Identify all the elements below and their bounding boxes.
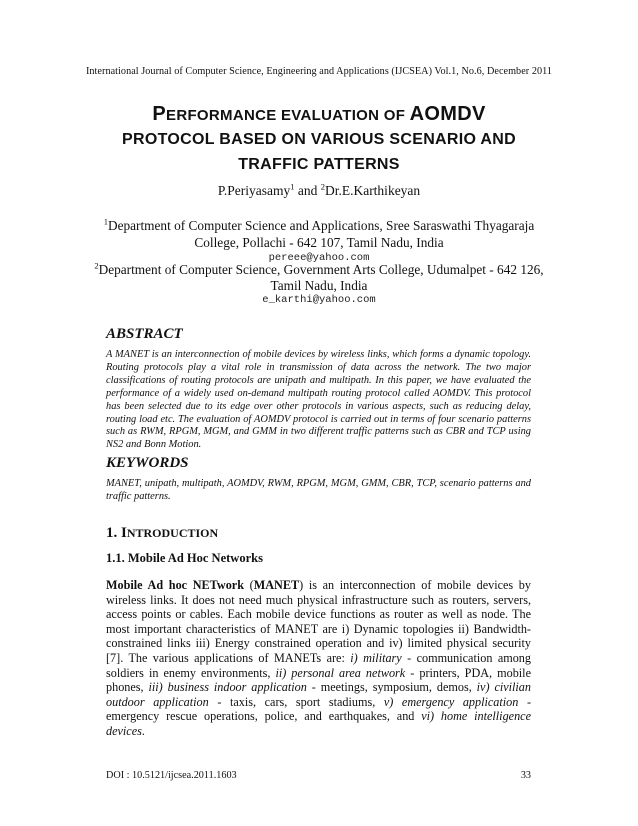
app-personal-area-network: ii) personal area network [275,665,406,680]
title-line-1-text: ERFORMANCE EVALUATION OF [166,107,410,124]
app-military: i) military [350,650,402,665]
app-civilian-outdoor: iv) civilian outdoor application [106,680,531,709]
affiliation-1-text: Department of Computer Science and Applications, Sree Saraswathi Thyagaraja [108,218,535,233]
body-text-4: - meetings, symposium, demos, [306,680,477,695]
affiliation-2-line-2: Tamil Nadu, India [270,278,368,293]
journal-header: International Journal of Computer Science, Engineering and Applications (IJCSEA) Vol.1, No.6, December 2011 [85,66,553,77]
affiliation-2-sup: 2 [94,260,99,271]
keywords-heading: KEYWORDS [106,455,189,471]
affiliation-2-text: Department of Computer Science, Government Arts College, Udumalpet - 642 126, [98,262,544,277]
body-text-0: ( [243,578,254,592]
body-text-6: - emergency rescue operations, police, and earthquakes, and [106,694,531,724]
doi-footer: DOI : 10.5121/ijcsea.2011.1603 [106,770,237,781]
body-text-5: - taxis, cars, sport stadiums, [208,694,384,709]
body-text-7: . [141,723,145,738]
introduction-paragraph [106,578,531,739]
affiliation-2-line-1 [0,262,638,278]
abstract-heading: ABSTRACT [106,326,183,342]
section-lead-letter: I [121,525,127,541]
introduction-heading [106,525,218,542]
affiliation-1-line-2: College, Pollachi - 642 107, Tamil Nadu, India [194,235,444,250]
author-1: P.Periyasamy [217,183,291,198]
author-2: Dr.E.Karthikeyan [324,183,421,198]
body-text-3: - printers, PDA, mobile phones, [106,665,531,695]
term-manet-full: Mobile Ad hoc NETwork [106,578,244,592]
paper-title-line-2: PROTOCOL BASED ON VARIOUS SCENARIO AND [122,131,516,148]
app-emergency: v) emergency application [383,694,519,709]
body-text-2: - communication among soldiers in enemy environments, [106,650,531,680]
app-business-indoor: iii) business indoor application [148,680,307,695]
paper-title-line-1 [0,104,638,126]
keywords-text: MANET, unipath, multipath, AOMDV, RWM, RPGM, MGM, GMM, CBR, TCP, scenario patterns and traffic patterns. [106,478,531,502]
title-lead-letter: P [152,103,167,125]
body-text-1: ) is an interconnection of mobile devices by wireless links. It does not need much physical infrastructure such as routers, servers, access points or cables. Each mobile device functions as router as well as node. The most important characteristics of MANET are i) Dynamic topologies ii) Bandwidth-constrained links iii) Energy constrained operation and iv) limited physical security [7]. The various applications of MANETs are: [106,578,531,665]
author-line [0,183,638,199]
affiliation-1-line-1 [0,218,638,234]
section-number: 1. [106,525,118,541]
affiliation-1-email[interactable]: pereee@yahoo.com [268,252,370,264]
page-number: 33 [520,770,531,781]
app-home-intelligence: vi) home intelligence devices [106,709,531,738]
affiliation-1-sup: 1 [103,216,108,227]
subsection-heading: 1.1. Mobile Ad Hoc Networks [106,551,263,565]
paper-title-line-3: TRAFFIC PATTERNS [238,156,400,173]
author-2-sup: 2 [320,181,325,192]
abstract-text: A MANET is an interconnection of mobile devices by wireless links, which forms a dynamic topology. Routing protocols play a vital role in transmission of data across the network. The two major classifications of routing protocols are unipath and multipath. In this paper, we have evaluated the performance of a widely used on-demand multipath routing protocol called AOMDV. This protocol has been selected due to its edge over other protocols in various aspects, such as reducing delay, routing load etc. The evaluation of AOMDV protocol is carried out in terms of four scenario patterns such as RWM, RPGM, MGM, and GMM in two different traffic patterns such as CBR and TCP using NS2 and Bonn Motion. [106,349,531,451]
term-manet-acronym: MANET [253,578,300,592]
author-1-sup: 1 [290,181,295,192]
affiliation-2-email[interactable]: e_karthi@yahoo.com [262,294,376,306]
title-acronym: AOMDV [409,103,486,125]
section-title-rest: NTRODUCTION [126,526,219,540]
author-conjunction: and [294,183,321,198]
